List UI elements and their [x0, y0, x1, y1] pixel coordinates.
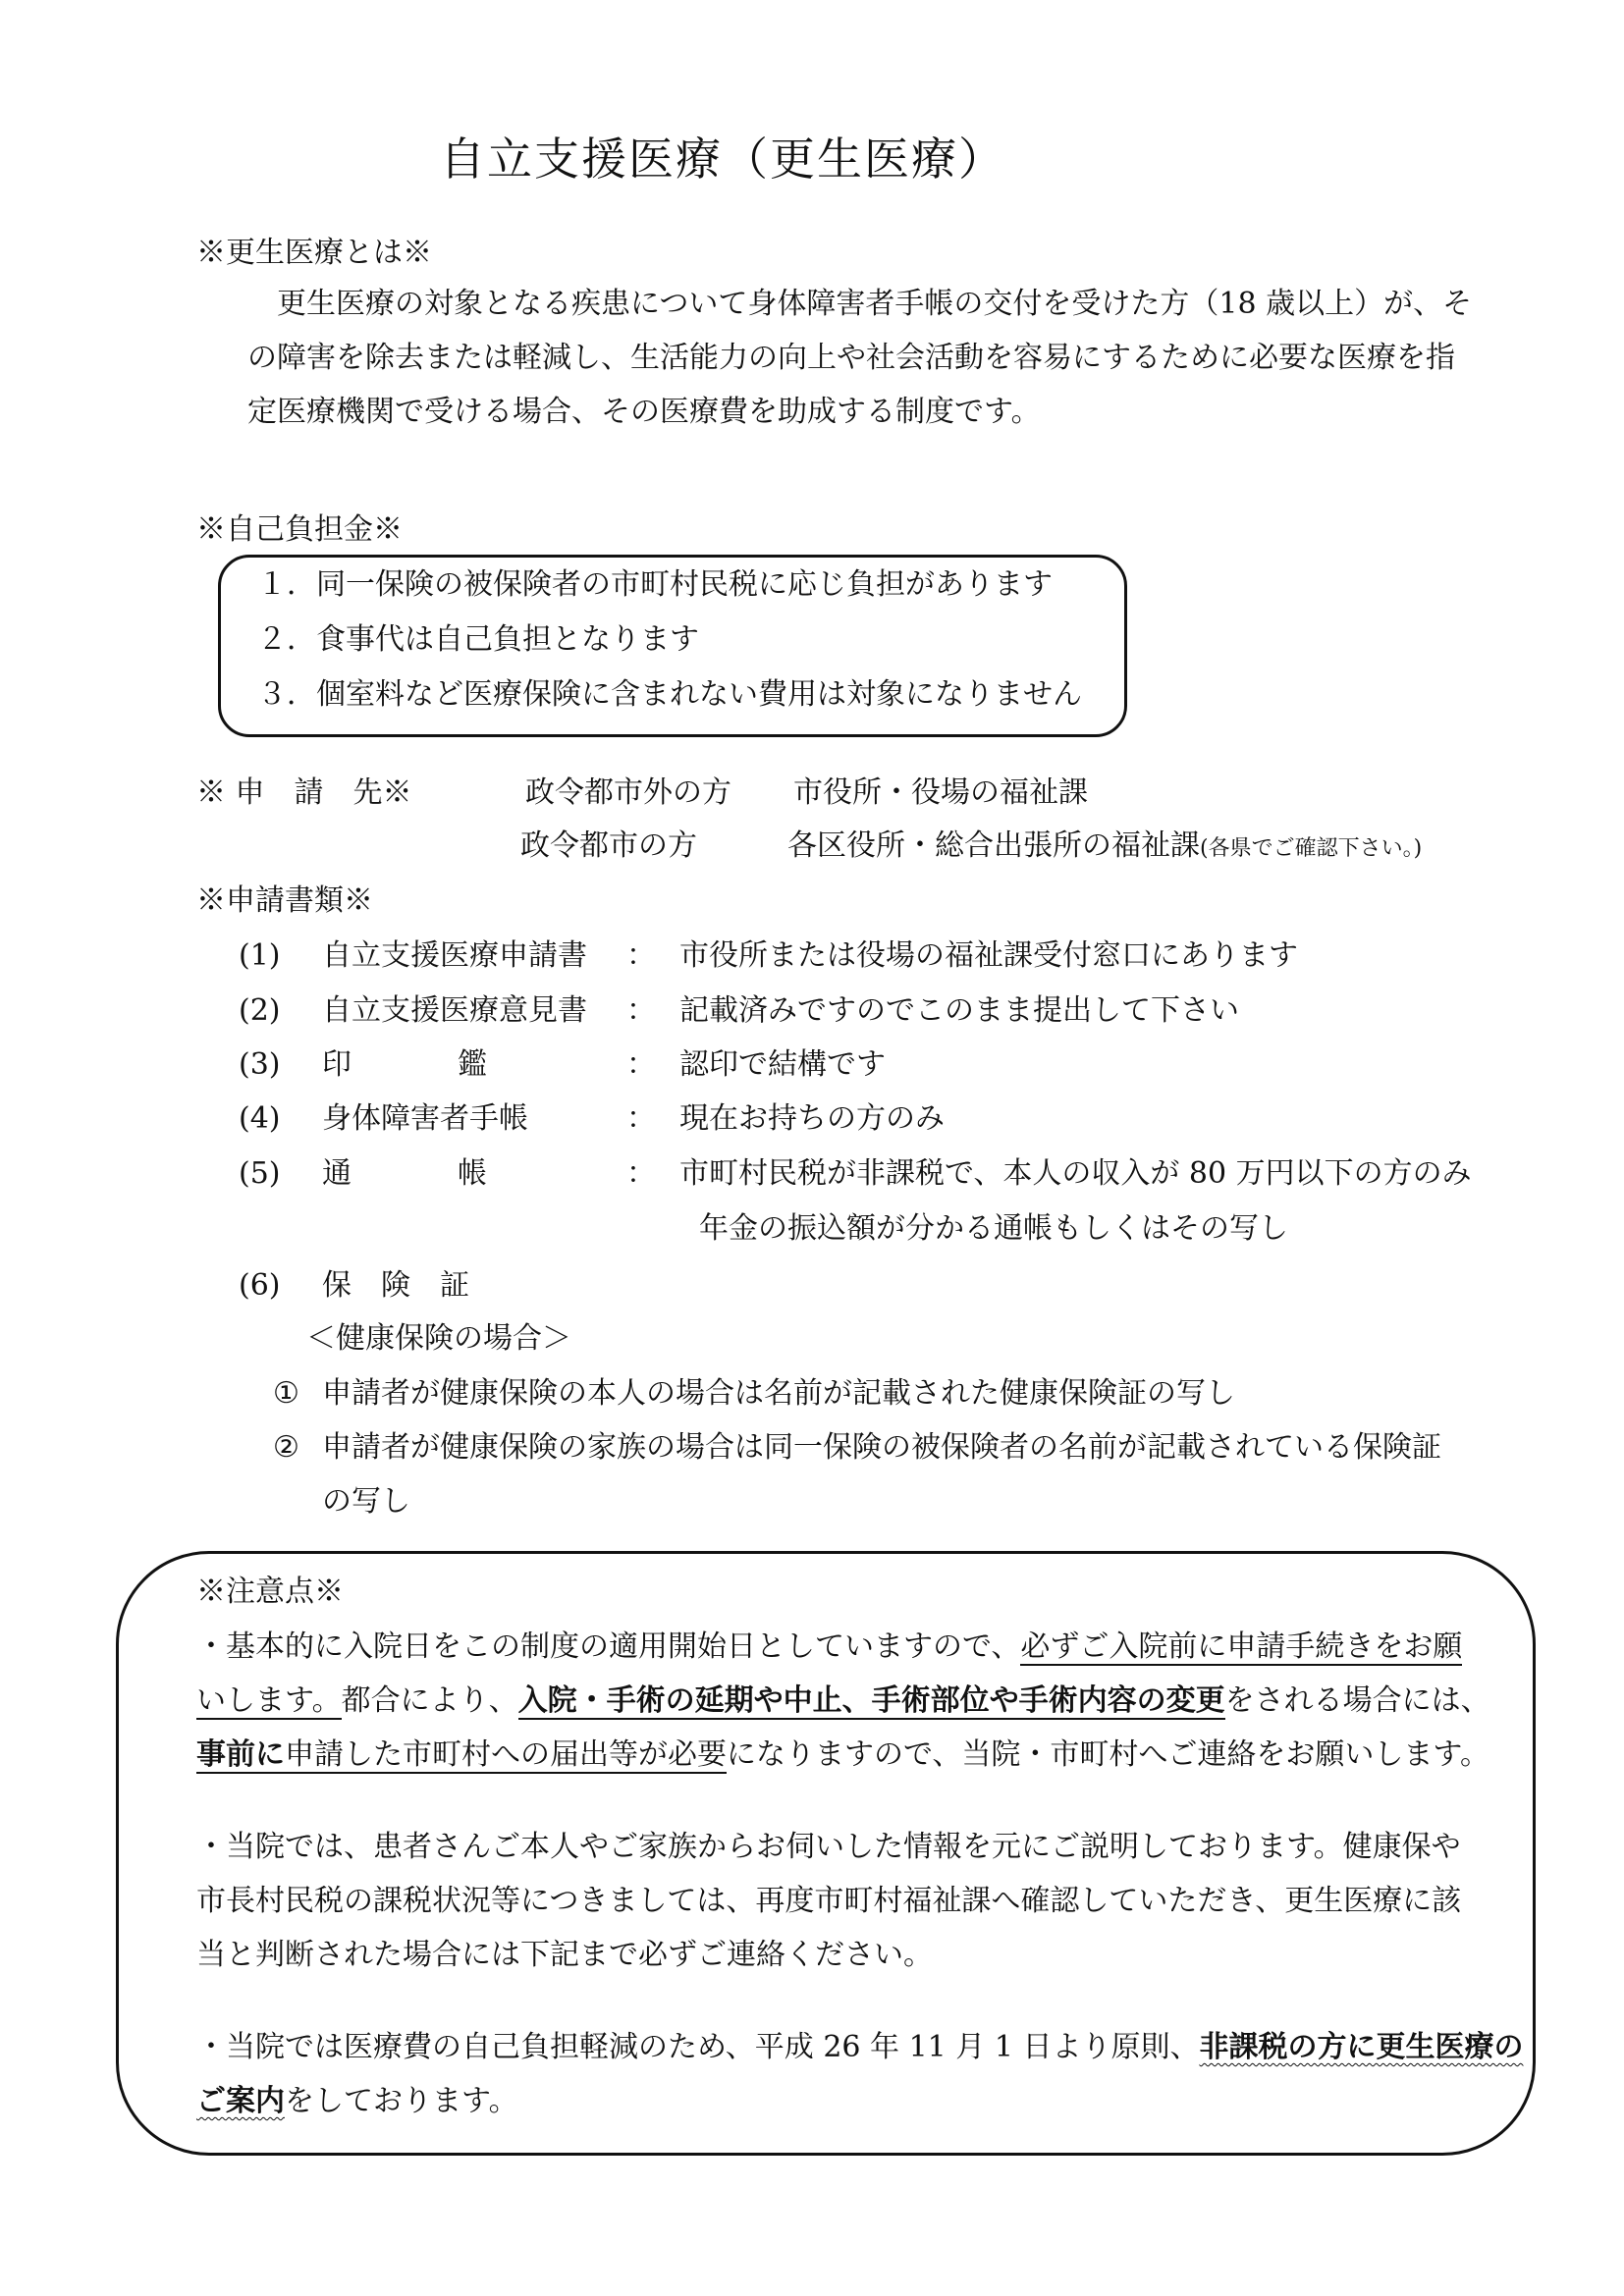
notes-bold-wavy: ご案内 [196, 2084, 285, 2118]
notes-text: をしております。 [285, 2084, 518, 2118]
apply-where-text: 各区役所・総合出張所の福祉課 [787, 828, 1200, 863]
notes-p1-line3 [196, 1735, 1489, 1775]
notes-text: ・当院では医療費の自己負担軽減のため、平成 26 年 11 月 1 日より原則、 [196, 2030, 1200, 2064]
insurance-mark: ① [273, 1376, 299, 1411]
doc-num: (5) [239, 1156, 281, 1191]
doc-desc: 認印で結構です [679, 1047, 886, 1082]
copay-item: １．同一保険の被保険者の市町村民税に応じ負担があります [257, 567, 1053, 602]
doc-name-char: 通 [322, 1156, 352, 1191]
doc-name: 保 険 証 [322, 1268, 469, 1303]
apply-where: 市役所・役場の福祉課 [793, 775, 1088, 810]
insurance-text-cont: の写し [322, 1484, 410, 1519]
notes-bold-underlined: 事前に [196, 1737, 285, 1772]
doc-num: (6) [239, 1268, 281, 1303]
doc-colon: ： [626, 938, 656, 973]
doc-num: (1) [239, 938, 281, 973]
notes-text: になりますので、当院・市町村へご連絡をお願いします。 [727, 1737, 1489, 1772]
notes-bold-underlined: 入院・手術の延期や中止、手術部位や手術内容の変更 [517, 1683, 1225, 1718]
notes-underlined: 必ずご入院前に申請手続きをお願 [1020, 1629, 1463, 1664]
doc-num: (4) [239, 1101, 281, 1136]
insurance-mark: ② [273, 1430, 299, 1465]
insurance-heading: ＜健康保険の場合＞ [306, 1321, 571, 1356]
definition-heading: ※更生医療とは※ [196, 236, 432, 270]
notes-p1-line2 [196, 1682, 1490, 1721]
apply-where [787, 827, 1422, 869]
doc-name: 身体障害者手帳 [322, 1101, 528, 1136]
notes-text: ・基本的に入院日をこの制度の適用開始日としていますので、 [196, 1629, 1021, 1664]
doc-name: 自立支援医療申請書 [322, 938, 587, 973]
documents-heading: ※申請書類※ [196, 883, 373, 918]
notes-underlined: いします。 [196, 1683, 342, 1718]
apply-note: (各県でご確認下さい。) [1200, 836, 1423, 861]
insurance-text: 申請者が健康保険の家族の場合は同一保険の被保険者の名前が記載されている保険証 [322, 1430, 1441, 1465]
doc-name-char: 帳 [458, 1156, 487, 1191]
notes-p2-line: 市長村民税の課税状況等につきましては、再度市町村福祉課へ確認していただき、更生医療に該 [196, 1884, 1462, 1918]
insurance-text: 申請者が健康保険の本人の場合は名前が記載された健康保険証の写し [322, 1376, 1235, 1411]
doc-desc-cont: 年金の振込額が分かる通帳もしくはその写し [699, 1211, 1288, 1246]
doc-desc: 市役所または役場の福祉課受付窓口にあります [679, 938, 1298, 973]
definition-line: の障害を除去または軽減し、生活能力の向上や社会活動を容易にするために必要な医療を指 [247, 341, 1455, 375]
notes-p2-line: ・当院では、患者さんご本人やご家族からお伺いした情報を元にご説明しております。健康保や [196, 1830, 1461, 1864]
notes-text: 都合により、 [341, 1683, 518, 1718]
definition-line: 更生医療の対象となる疾患について身体障害者手帳の交付を受けた方（18 歳以上）が、そ [277, 287, 1473, 321]
notes-p1-line1 [196, 1628, 1462, 1667]
doc-desc: 記載済みですのでこのまま提出して下さい [679, 993, 1239, 1028]
notes-heading: ※注意点※ [196, 1575, 344, 1609]
doc-num: (2) [239, 993, 281, 1028]
notes-bold-wavy: 非課税の方に更生医療の [1199, 2030, 1524, 2064]
doc-colon: ： [626, 993, 656, 1028]
apply-heading: ※ 申 請 先※ [196, 775, 412, 810]
notes-p3-line2 [196, 2082, 518, 2121]
copay-item: ３．個室料など医療保険に含まれない費用は対象になりません [257, 677, 1082, 712]
definition-line: 定医療機関で受ける場合、その医療費を助成する制度です。 [247, 395, 1041, 429]
apply-who: 政令都市の方 [520, 828, 697, 863]
doc-name: 自立支援医療意見書 [322, 993, 587, 1028]
doc-name-char: 鑑 [458, 1047, 487, 1082]
notes-p2-line: 当と判断された場合には下記まで必ずご連絡ください。 [196, 1938, 933, 1972]
notes-p3-line1 [196, 2028, 1523, 2067]
doc-name-char: 印 [322, 1047, 352, 1082]
doc-desc: 現在お持ちの方のみ [679, 1101, 945, 1136]
doc-desc: 市町村民税が非課税で、本人の収入が 80 万円以下の方のみ [679, 1156, 1472, 1191]
notes-underlined: 申請した市町村への届出等が必要 [285, 1737, 727, 1772]
doc-colon: ： [626, 1101, 656, 1136]
doc-colon: ： [626, 1047, 656, 1082]
notes-text: をされる場合には、 [1224, 1683, 1490, 1718]
doc-num: (3) [239, 1047, 281, 1082]
copay-item: ２．食事代は自己負担となります [257, 622, 699, 657]
page-title: 自立支援医療（更生医療） [440, 133, 1005, 186]
doc-colon: ： [626, 1156, 656, 1191]
apply-who: 政令都市外の方 [525, 775, 731, 810]
copay-heading: ※自己負担金※ [196, 512, 403, 547]
